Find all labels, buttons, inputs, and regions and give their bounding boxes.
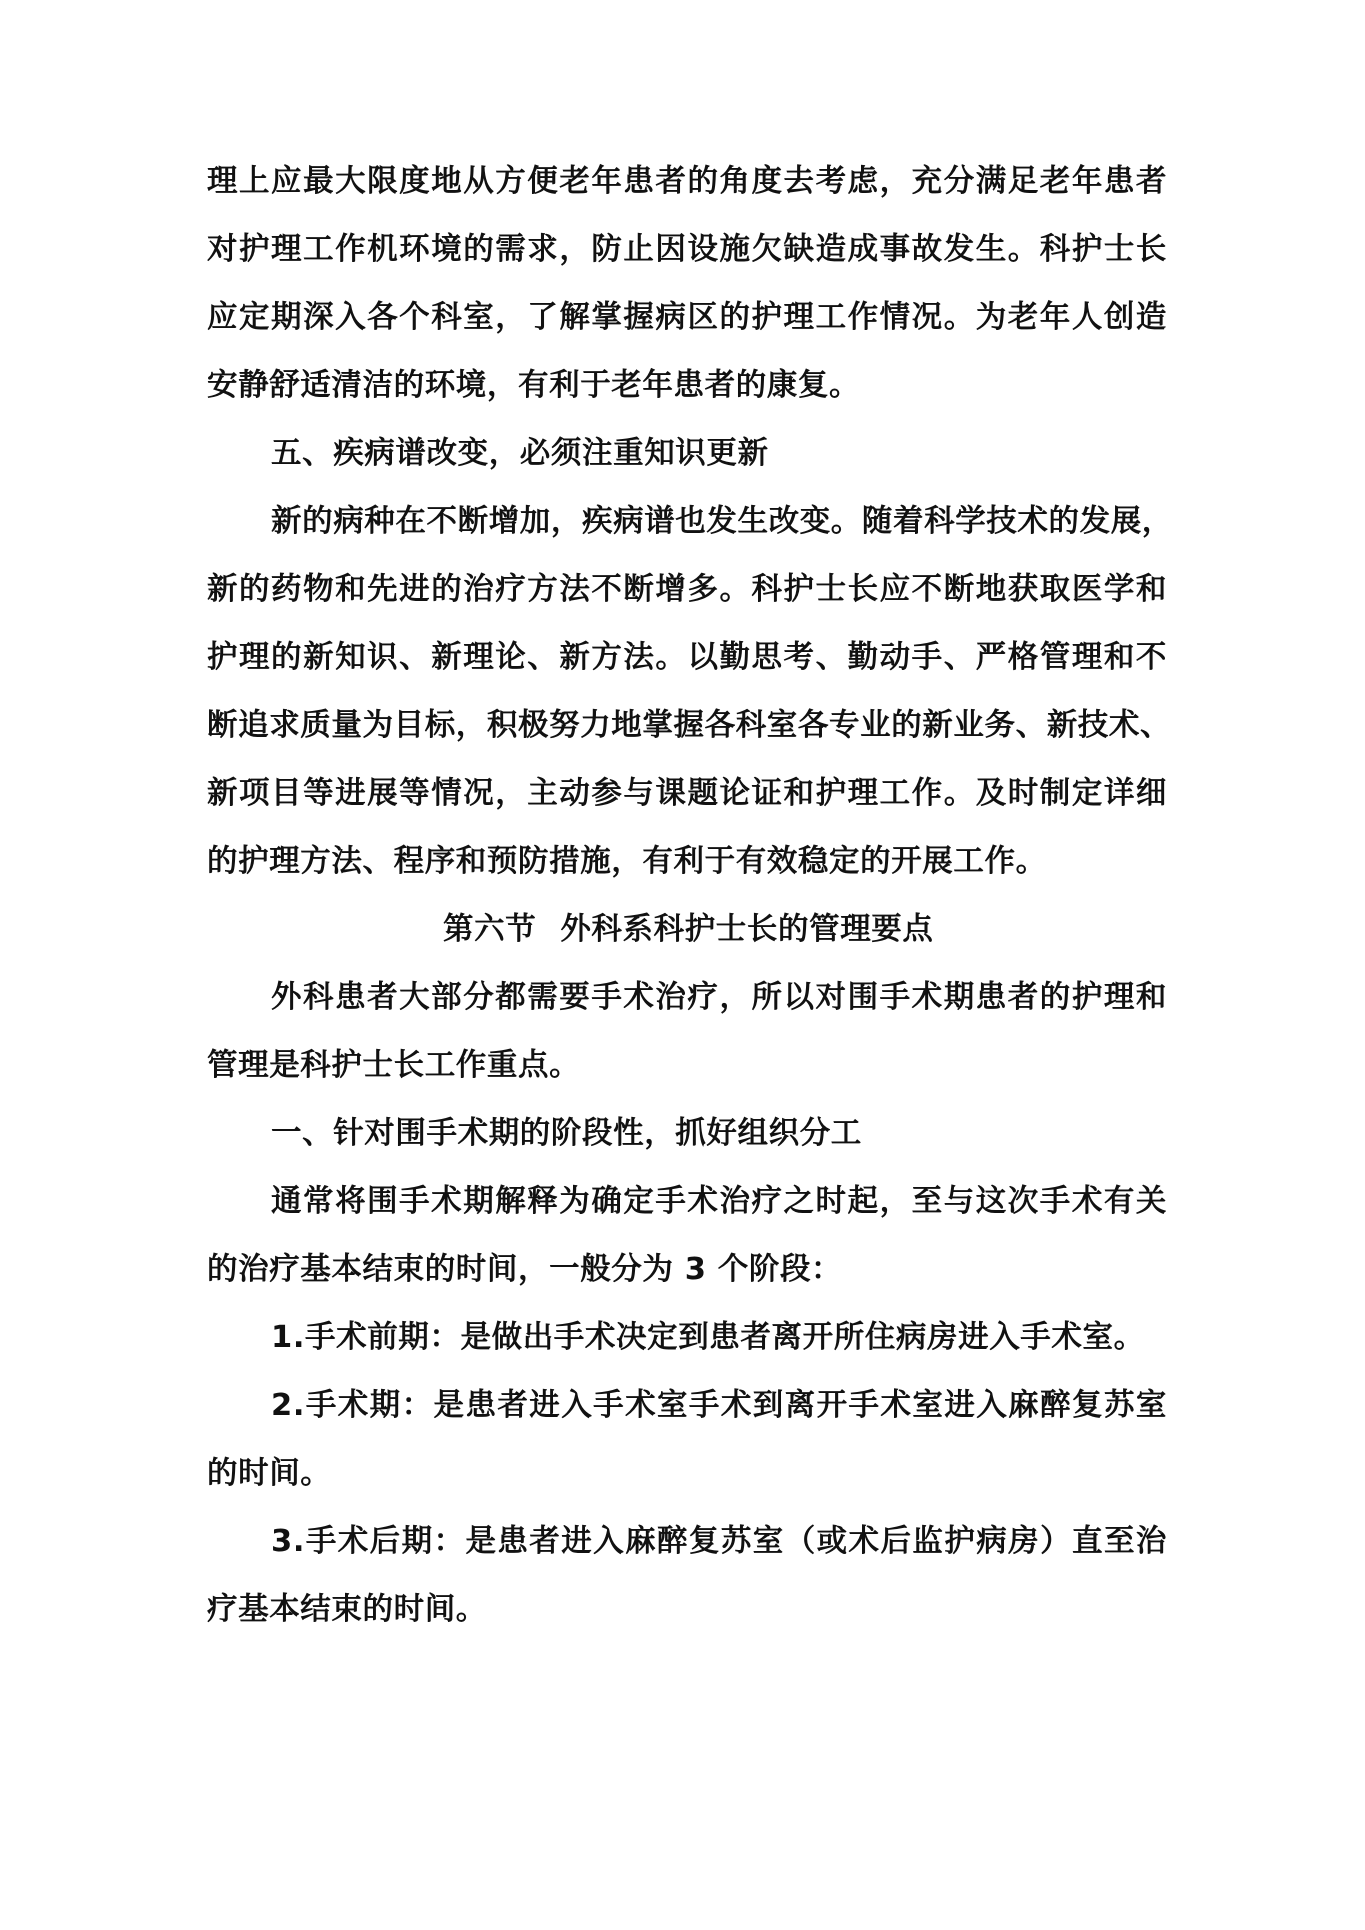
paragraph-line: 安静舒适清洁的环境，有利于老年患者的康复。 [207,368,861,403]
paragraph-line: 断追求质量为目标，积极努力地掌握各科室各专业的新业务、新技术、 [207,708,1172,743]
paragraph-line: 外科患者大部分都需要手术治疗，所以对围手术期患者的护理和 [271,980,1167,1015]
paragraph-line: 理上应最大限度地从方便老年患者的角度去考虑，充分满足老年患者 [207,164,1167,199]
paragraph-line: 的治疗基本结束的时间，一般分为 3 个阶段： [207,1252,843,1287]
paragraph-line: 的时间。 [207,1456,332,1491]
paragraph-line: 新的病种在不断增加，疾病谱也发生改变。随着科学技术的发展， [271,504,1173,539]
subheading-knowledge-update: 五、疾病谱改变，必须注重知识更新 [271,436,769,471]
section-title-text: 外科系科护士长的管理要点 [560,912,934,947]
paragraph-line: 对护理工作机环境的需求，防止因设施欠缺造成事故发生。科护士长 [207,232,1167,267]
paragraph-line: 护理的新知识、新理论、新方法。以勤思考、勤动手、严格管理和不 [207,640,1167,675]
section-title [207,896,1167,964]
paragraph-line: 管理是科护士长工作重点。 [207,1048,581,1083]
list-item-intraoperative: 2.手术期：是患者进入手术室手术到离开手术室进入麻醉复苏室 [271,1388,1167,1423]
document-body [207,148,1173,1644]
list-item-postoperative: 3.手术后期：是患者进入麻醉复苏室（或术后监护病房）直至治 [271,1524,1167,1559]
paragraph-line: 新的药物和先进的治疗方法不断增多。科护士长应不断地获取医学和 [207,572,1167,607]
list-item-preoperative: 1.手术前期：是做出手术决定到患者离开所住病房进入手术室。 [271,1320,1145,1355]
subheading-organization: 一、针对围手术期的阶段性，抓好组织分工 [271,1116,862,1151]
paragraph-line: 疗基本结束的时间。 [207,1592,487,1627]
section-number: 第六节 [443,912,537,947]
paragraph-line: 的护理方法、程序和预防措施，有利于有效稳定的开展工作。 [207,844,1047,879]
paragraph-line: 应定期深入各个科室，了解掌握病区的护理工作情况。为老年人创造 [207,300,1167,335]
paragraph-line: 新项目等进展等情况，主动参与课题论证和护理工作。及时制定详细 [207,776,1167,811]
paragraph-line: 通常将围手术期解释为确定手术治疗之时起，至与这次手术有关 [271,1184,1167,1219]
